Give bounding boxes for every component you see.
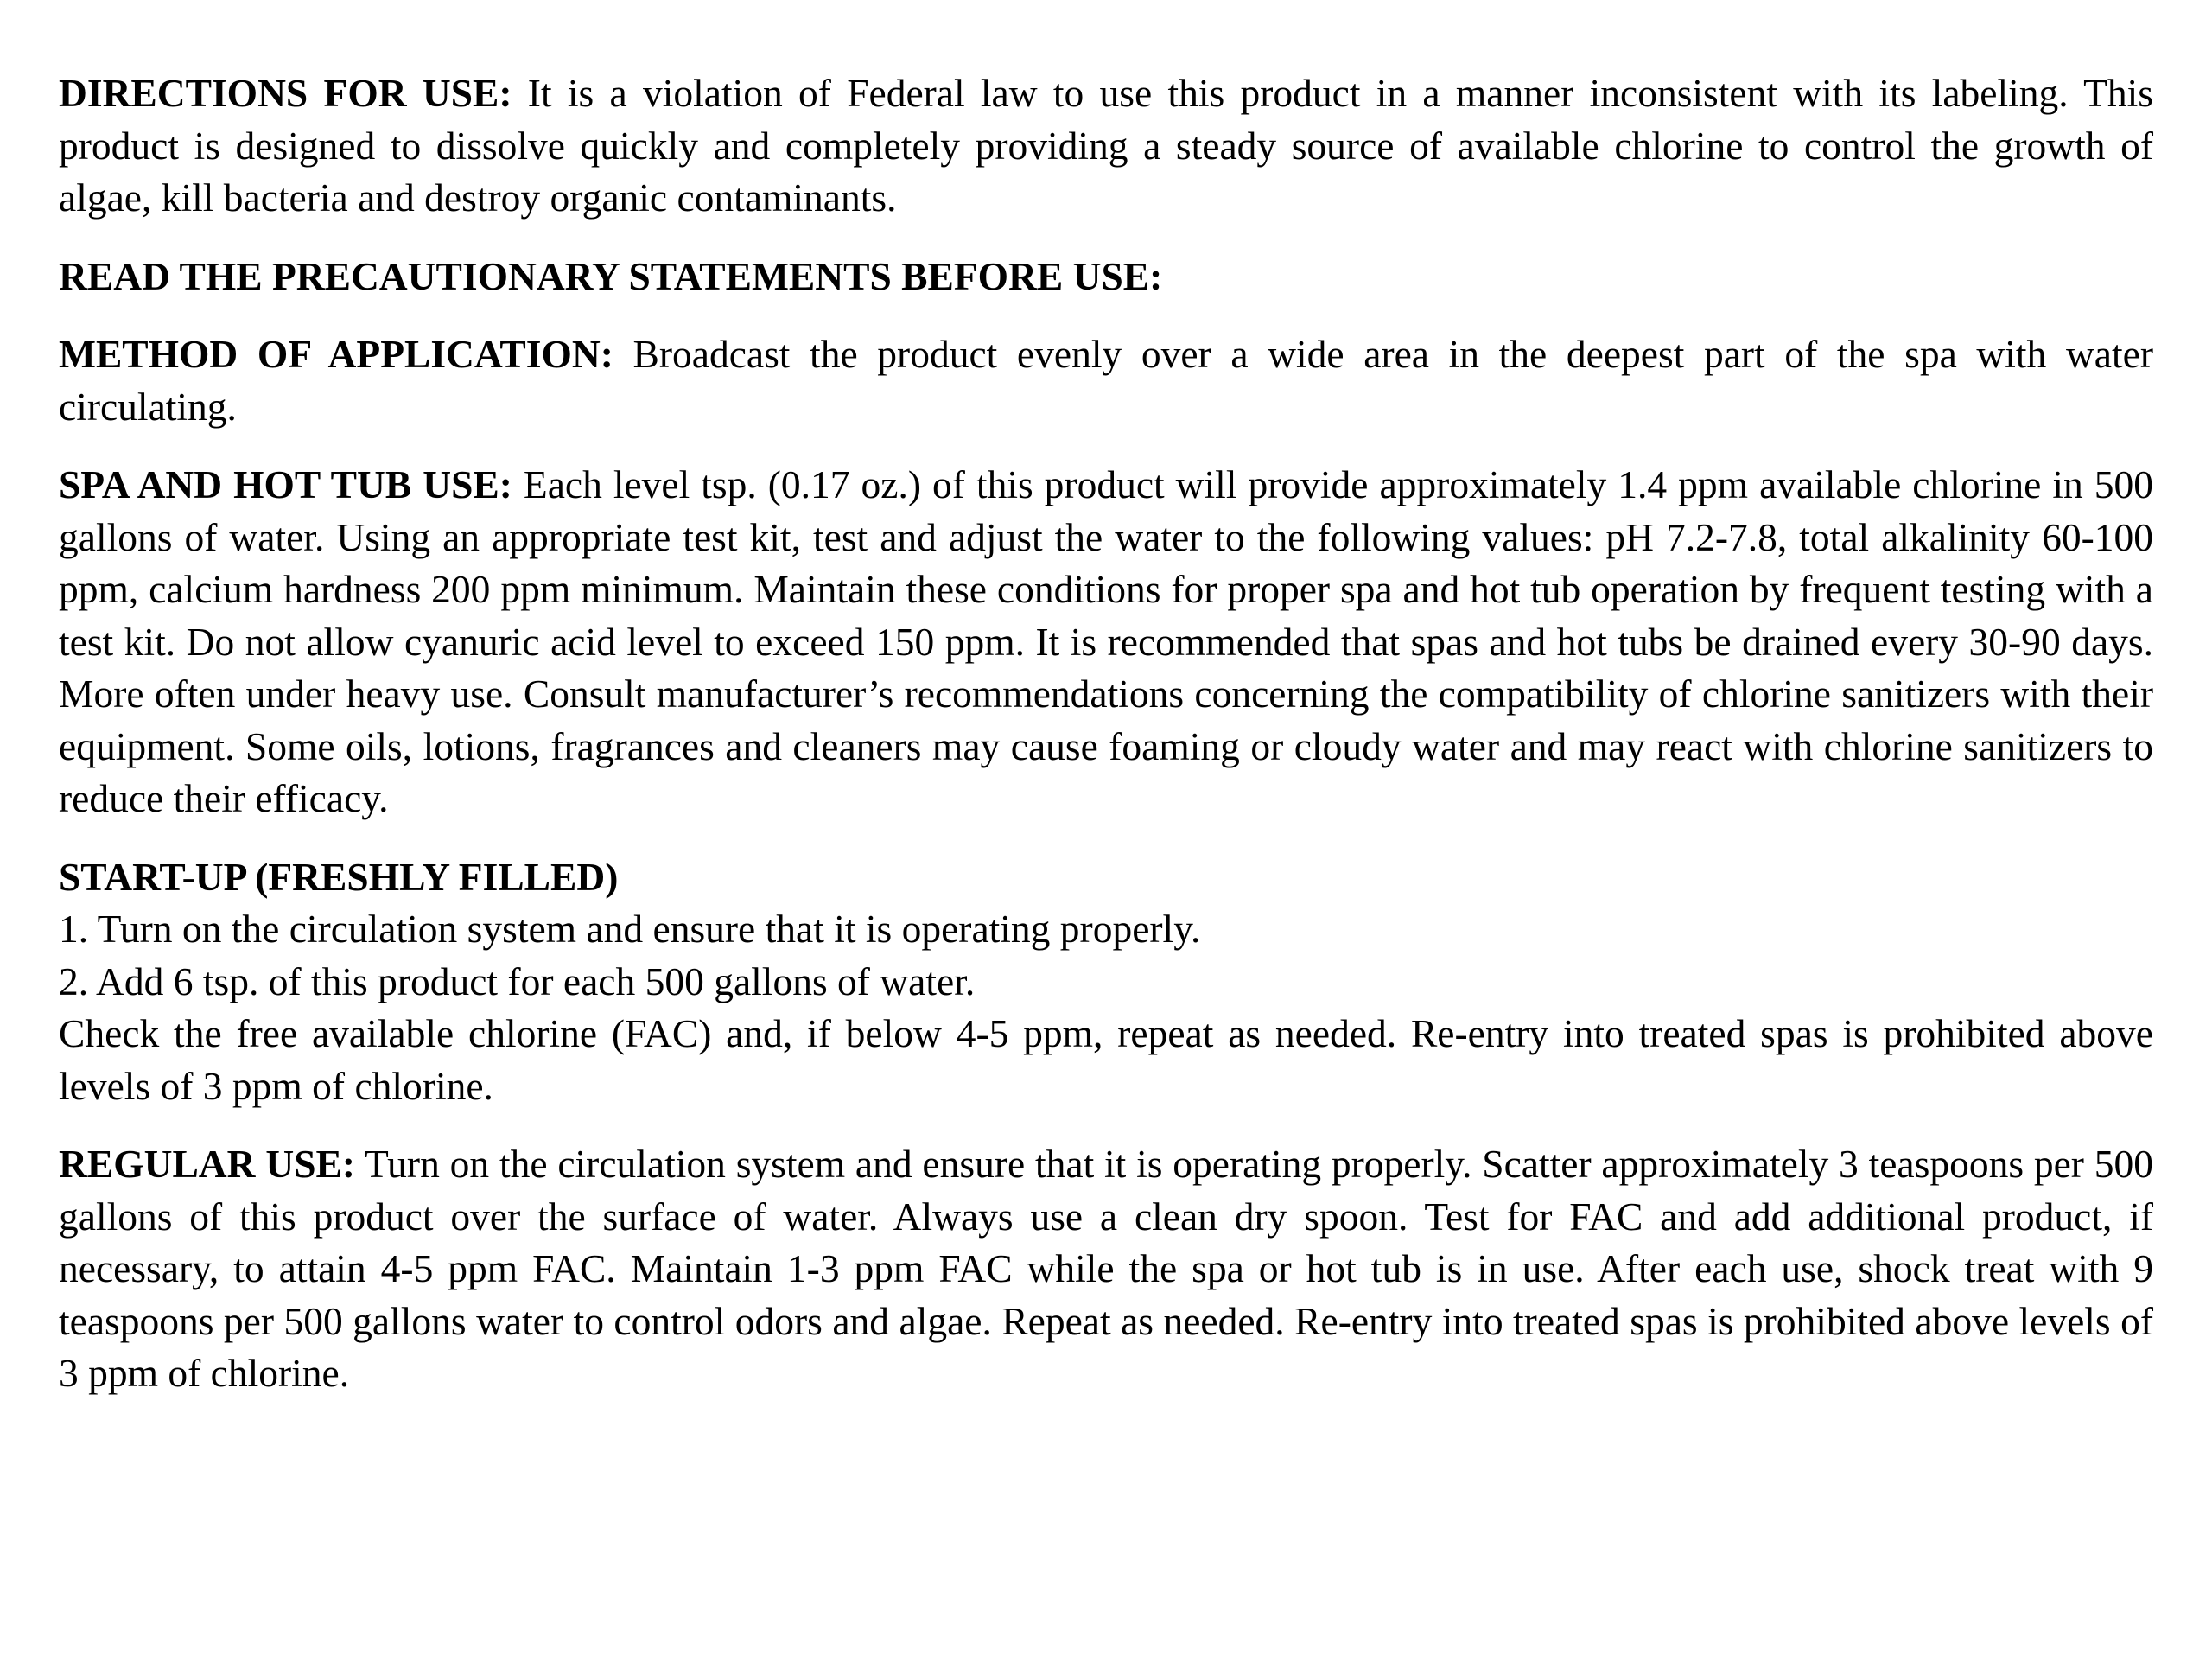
- directions-for-use-paragraph: [59, 67, 2153, 225]
- directions-for-use-label: DIRECTIONS FOR USE:: [59, 71, 512, 115]
- method-of-application-text: Broadcast the product evenly over a wide area in the deepest part of the spa with water circulating.: [59, 332, 2153, 429]
- start-up-note: Check the free available chlorine (FAC) and, if below 4-5 ppm, repeat as needed. Re-entry into treated spas is prohibited above levels of 3 ppm of chlorine.: [59, 1011, 2153, 1108]
- read-precautionary-statements-heading: READ THE PRECAUTIONARY STATEMENTS BEFORE USE:: [59, 253, 1163, 298]
- method-of-application-label: METHOD OF APPLICATION:: [59, 332, 613, 376]
- method-of-application-paragraph: [59, 328, 2153, 433]
- start-up-heading: START-UP (FRESHLY FILLED): [59, 854, 619, 899]
- spa-and-hot-tub-use-label: SPA AND HOT TUB USE:: [59, 462, 512, 506]
- start-up-step-2: 2. Add 6 tsp. of this product for each 500 gallons of water.: [59, 958, 976, 1003]
- spa-and-hot-tub-use-paragraph: [59, 459, 2153, 825]
- start-up-step-1: 1. Turn on the circulation system and ensure that it is operating properly.: [59, 907, 1201, 951]
- regular-use-paragraph: [59, 1138, 2153, 1400]
- regular-use-text: Turn on the circulation system and ensure that it is operating properly. Scatter approximately 3 teaspoons per 500 gallons of this product over the surface of water. Always use a clean dry spoon. Test for FAC and add additional product, if necessary, to attain 4-5 ppm FAC. Maintain 1-3 ppm FAC while the spa or hot tub is in use. After each use, shock treat with 9 teaspoons per 500 gallons water to control odors and algae. Repeat as needed. Re-entry into treated spas is prohibited above levels of 3 ppm of chlorine.: [59, 1142, 2153, 1395]
- regular-use-label: REGULAR USE:: [59, 1142, 355, 1186]
- directions-for-use-text: It is a violation of Federal law to use this product in a manner inconsistent with its labeling. This product is designed to dissolve quickly and completely providing a steady source of available chlorine to control the growth of algae, kill bacteria and destroy organic contaminants.: [59, 71, 2153, 220]
- spa-and-hot-tub-use-text: Each level tsp. (0.17 oz.) of this product will provide approximately 1.4 ppm available chlorine in 500 gallons of water. Using an appropriate test kit, test and adjust the water to the following values: pH 7.2-7.8, total alkalinity 60-100 ppm, calcium hardness 200 ppm minimum. Maintain these conditions for proper spa and hot tub operation by frequent testing with a test kit. Do not allow cyanuric acid level to exceed 150 ppm. It is recommended that spas and hot tubs be drained every 30-90 days. More often under heavy use. Consult manufacturer’s recommendations concerning the compatibility of chlorine sanitizers with their equipment. Some oils, lotions, fragrances and cleaners may cause foaming or cloudy water and may react with chlorine sanitizers to reduce their efficacy.: [59, 462, 2154, 820]
- start-up-section: [59, 851, 2153, 1113]
